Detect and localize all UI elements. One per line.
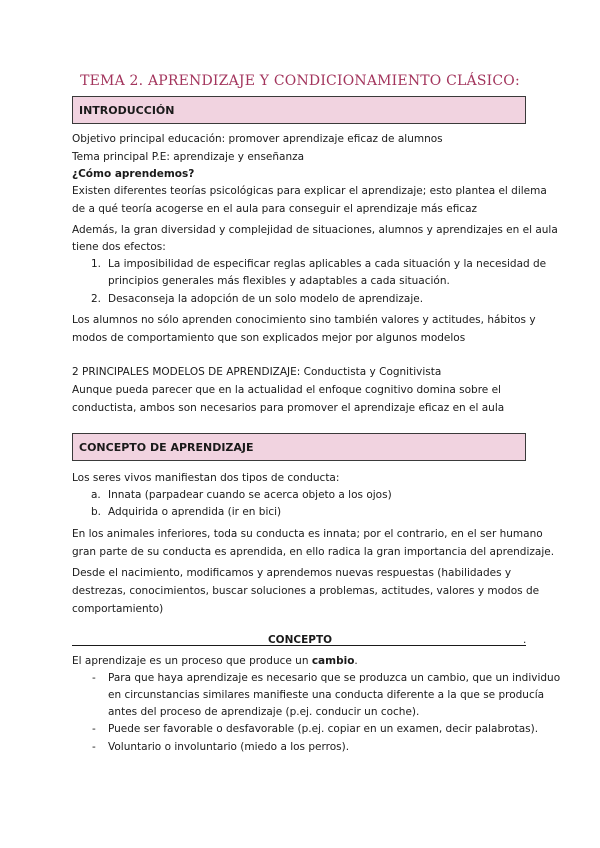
paragraph-line: Además, la gran diversidad y complejidad de situaciones, alumnos y aprendizajes en el aula <box>72 224 558 236</box>
section-header-introduccion <box>72 96 526 124</box>
paragraph-line: Objetivo principal educación: promover aprendizaje eficaz de alumnos <box>72 133 443 145</box>
list-item: Voluntario o involuntario (miedo a los perros). <box>108 741 350 753</box>
paragraph-line: tiene dos efectos: <box>72 241 166 253</box>
definition-bold-term: cambio <box>311 655 355 667</box>
paragraph-line: En los animales inferiores, toda su conducta es innata; por el contrario, en el ser humano <box>72 528 543 540</box>
list-item: La imposibilidad de especificar reglas aplicables a cada situación y la necesidad de <box>108 258 547 270</box>
section-header-label: CONCEPTO DE APRENDIZAJE <box>79 441 254 454</box>
list-item: Innata (parpadear cuando se acerca objeto a los ojos) <box>108 489 392 501</box>
paragraph-line: gran parte de su conducta es aprendida, en ello radica la gran importancia del aprendizaje. <box>72 546 555 558</box>
list-item-continuation: en circunstancias similares manifieste una conducta diferente a la que se producía <box>108 689 545 701</box>
paragraph-line: de a qué teoría acogerse en el aula para conseguir el aprendizaje más eficaz <box>72 203 478 215</box>
list-item: Adquirida o aprendida (ir en bici) <box>108 506 282 518</box>
paragraph-line: Los seres vivos manifiestan dos tipos de conducta: <box>72 472 340 484</box>
paragraph-line: Aunque pueda parecer que en la actualidad el enfoque cognitivo domina sobre el <box>72 384 501 396</box>
dash-bullet: - <box>92 723 96 735</box>
list-item: Puede ser favorable o desfavorable (p.ej. copiar en un examen, decir palabrotas). <box>108 723 539 735</box>
list-number: 1. <box>91 258 102 270</box>
list-number: 2. <box>91 293 102 305</box>
section-header-label: INTRODUCCIÓN <box>79 104 175 117</box>
subheading-dot: . <box>523 634 527 646</box>
list-letter: b. <box>91 506 102 518</box>
list-item: Desaconseja la adopción de un solo modelo de aprendizaje. <box>108 293 424 305</box>
subheading-concepto: CONCEPTO <box>267 634 333 646</box>
list-letter: a. <box>91 489 101 501</box>
page-title: TEMA 2. APRENDIZAJE Y CONDICIONAMIENTO CLÁSICO: <box>80 73 520 89</box>
dash-bullet: - <box>92 672 96 684</box>
paragraph-line: Tema principal P.E: aprendizaje y enseñanza <box>72 151 305 163</box>
list-item-continuation: antes del proceso de aprendizaje (p.ej. conducir un coche). <box>108 706 420 718</box>
definition-end: . <box>354 655 358 667</box>
dash-bullet: - <box>92 741 96 753</box>
paragraph-line: 2 PRINCIPALES MODELOS DE APRENDIZAJE: Conductista y Cognitivista <box>72 366 442 378</box>
paragraph-line: modos de comportamiento que son explicados mejor por algunos modelos <box>72 332 466 344</box>
section-header-concepto <box>72 433 526 461</box>
question-heading: ¿Cómo aprendemos? <box>72 168 195 180</box>
paragraph-line: conductista, ambos son necesarios para promover el aprendizaje eficaz en el aula <box>72 402 505 414</box>
list-item: Para que haya aprendizaje es necesario que se produzca un cambio, que un individuo <box>108 672 561 684</box>
paragraph-line: Existen diferentes teorías psicológicas para explicar el aprendizaje; esto plantea el dilema <box>72 185 547 197</box>
paragraph-line: comportamiento) <box>72 603 164 615</box>
list-item-continuation: principios generales más flexibles y adaptables a cada situación. <box>108 275 450 287</box>
paragraph-line: Desde el nacimiento, modificamos y aprendemos nuevas respuestas (habilidades y <box>72 567 512 579</box>
definition-line <box>72 654 358 669</box>
definition-text: El aprendizaje es un proceso que produce un <box>72 655 312 667</box>
paragraph-line: Los alumnos no sólo aprenden conocimiento sino también valores y actitudes, hábitos y <box>72 314 536 326</box>
paragraph-line: destrezas, conocimientos, buscar soluciones a problemas, actitudes, valores y modos de <box>72 585 540 597</box>
